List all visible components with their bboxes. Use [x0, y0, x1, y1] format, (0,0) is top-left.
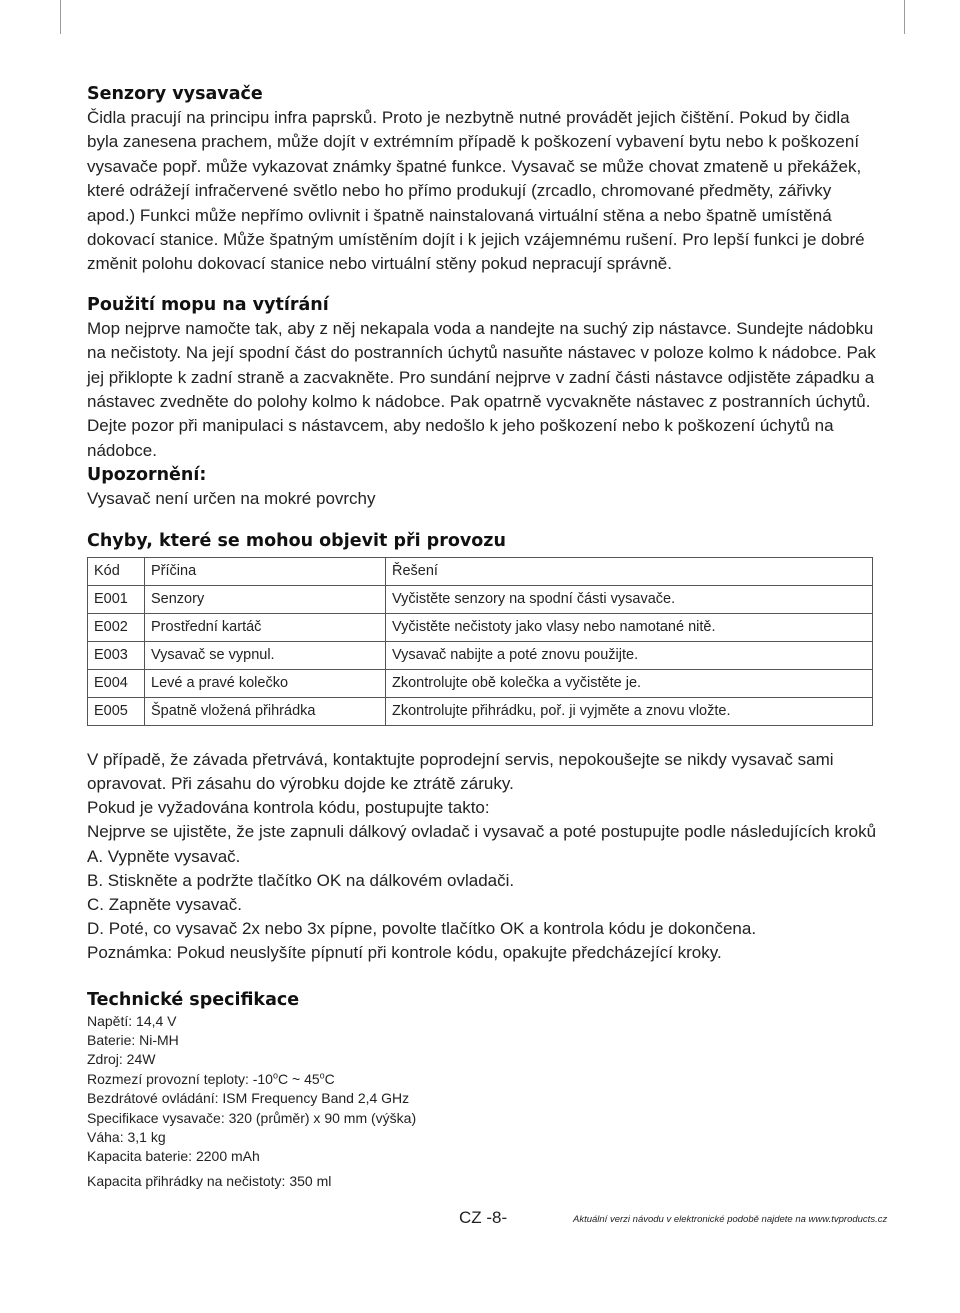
- spec-weight: Váha: 3,1 kg: [87, 1128, 166, 1145]
- error-code: E005: [88, 697, 145, 725]
- temp-prefix: Rozmezí provozní teploty: -10: [87, 1070, 273, 1087]
- service-warranty-text: V případě, že závada přetrvává, kontaktujte poprodejní servis, nepokoušejte se nikdy vysavač sami opravovat. Při zásahu do výrobku dojde ke ztrátě záruky.: [87, 749, 834, 793]
- table-header-row: [88, 557, 873, 585]
- table-row: [88, 585, 873, 613]
- spec-temperature: [87, 1070, 877, 1089]
- mop-text: Mop nejprve namočte tak, aby z něj nekapala voda a nandejte na suchý zip nástavce. Sundejte nádobku na nečistoty. Na její spodní část do postranních úchytů nasuňte nástavec v poloze kolmo k nádobce. Pak jej přiklopte k zadní straně a zacvakněte. Pro sundání nejprve v zadní části nástavce odjistěte západku a nástavec zvedněte do polohy kolmo k nádobce. Pak opatrně vycvakněte nástavec z postranních úchytů. Dejte pozor při manipulaci s nástavcem, aby nedošlo k jeho poškození nebo k poškození úchytů na nádobce.: [87, 318, 876, 460]
- header-solution: Řešení: [386, 557, 873, 585]
- error-code: E004: [88, 669, 145, 697]
- specs-heading: Technické specifikace: [87, 989, 300, 1010]
- errors-heading: Chyby, které se mohou objevit při provozu: [87, 530, 506, 551]
- error-table: [87, 557, 873, 726]
- degree-mark: o: [272, 1070, 278, 1081]
- specs-list: [87, 1012, 877, 1192]
- spec-power: Zdroj: 24W: [87, 1051, 156, 1068]
- error-code: E002: [88, 613, 145, 641]
- code-check-instructions: Nejprve se ujistěte, že jste zapnuli dálkový ovladač i vysavač a poté postupujte podle následujících kroků: [87, 822, 877, 842]
- step-a: A. Vypněte vysavač.: [87, 846, 241, 866]
- error-solution: Vyčistěte nečistoty jako vlasy nebo namotané nitě.: [386, 613, 873, 641]
- error-solution: Vyčistěte senzory na spodní části vysavače.: [386, 585, 873, 613]
- spec-bin-capacity: Kapacita přihrádky na nečistoty: 350 ml: [87, 1172, 332, 1189]
- code-check-intro: Pokud je vyžadována kontrola kódu, postupujte takto:: [87, 798, 490, 818]
- degree-mark: o: [319, 1070, 325, 1081]
- error-code: E003: [88, 641, 145, 669]
- table-row: [88, 613, 873, 641]
- error-cause: Vysavač se vypnul.: [145, 641, 386, 669]
- footer-note: Aktuální verzi návodu v elektronické podobě najdete na www.tvproducts.cz: [573, 1214, 888, 1225]
- sensors-text: Čidla pracují na principu infra paprsků. Proto je nezbytně nutné provádět jejich čištění. Pokud by čidla byla zanesena prachem, může dojít v extrémním případě k poškození vybavení bytu nebo k poškození vysavače popř. může vykazovat známky špatné funkce. Vysavač se může chovat zmateně u překážek, které odrážejí infračervené světlo nebo ho přímo produkují (zrcadlo, chromované předměty, zářivky apod.) Funkci může nepřímo ovlivnit i špatně nainstalovaná virtuální stěna a nebo špatně umístěná dokovací stanice. Může špatným umístěním dojít i k jejich vzájemnému rušení. Pro lepší funkci je dobré změnit polohu dokovací stanice nebo virtuální stěny pokud nepracují správně.: [87, 108, 865, 274]
- header-cause: Příčina: [145, 557, 386, 585]
- error-solution: Zkontrolujte přihrádku, poř. ji vyjměte a znovu vložte.: [386, 697, 873, 725]
- error-cause: Senzory: [145, 585, 386, 613]
- code-check-note: Poznámka: Pokud neuslyšíte pípnutí při kontrole kódu, opakujte předcházející kroky.: [87, 943, 722, 963]
- error-cause: Špatně vložená přihrádka: [145, 697, 386, 725]
- error-solution: Zkontrolujte obě kolečka a vyčistěte je.: [386, 669, 873, 697]
- manual-page: [87, 82, 877, 1191]
- error-cause: Levé a pravé kolečko: [145, 669, 386, 697]
- sensors-heading: Senzory vysavače: [87, 84, 263, 104]
- spec-battery: Baterie: Ni-MH: [87, 1031, 179, 1048]
- crop-mark-right: [904, 0, 905, 34]
- spec-battery-capacity: Kapacita baterie: 2200 mAh: [87, 1148, 260, 1165]
- step-d: D. Poté, co vysavač 2x nebo 3x pípne, povolte tlačítko OK a kontrola kódu je dokončena.: [87, 919, 757, 939]
- page-number: CZ -8-: [459, 1208, 508, 1227]
- spec-wireless: Bezdrátové ovládání: ISM Frequency Band 2,4 GHz: [87, 1090, 410, 1107]
- error-cause: Prostřední kartáč: [145, 613, 386, 641]
- header-code: Kód: [88, 557, 145, 585]
- table-row: [88, 641, 873, 669]
- step-b: B. Stiskněte a podržte tlačítko OK na dálkovém ovladači.: [87, 870, 515, 890]
- spec-voltage: Napětí: 14,4 V: [87, 1012, 177, 1029]
- temp-suffix: C: [324, 1070, 335, 1087]
- error-solution: Vysavač nabijte a poté znovu použijte.: [386, 641, 873, 669]
- crop-mark-left: [60, 0, 61, 34]
- error-code: E001: [88, 585, 145, 613]
- step-c: C. Zapněte vysavač.: [87, 894, 242, 914]
- warning-heading: Upozornění:: [87, 465, 207, 486]
- warning-text: Vysavač není určen na mokré povrchy: [87, 489, 376, 509]
- table-row: [88, 669, 873, 697]
- temp-mid: C ~ 45: [278, 1070, 320, 1087]
- mop-heading: Použití mopu na vytírání: [87, 294, 329, 315]
- service-section: [87, 748, 877, 966]
- spec-dimensions: Specifikace vysavače: 320 (průměr) x 90 mm (výška): [87, 1109, 417, 1126]
- table-row: [88, 697, 873, 725]
